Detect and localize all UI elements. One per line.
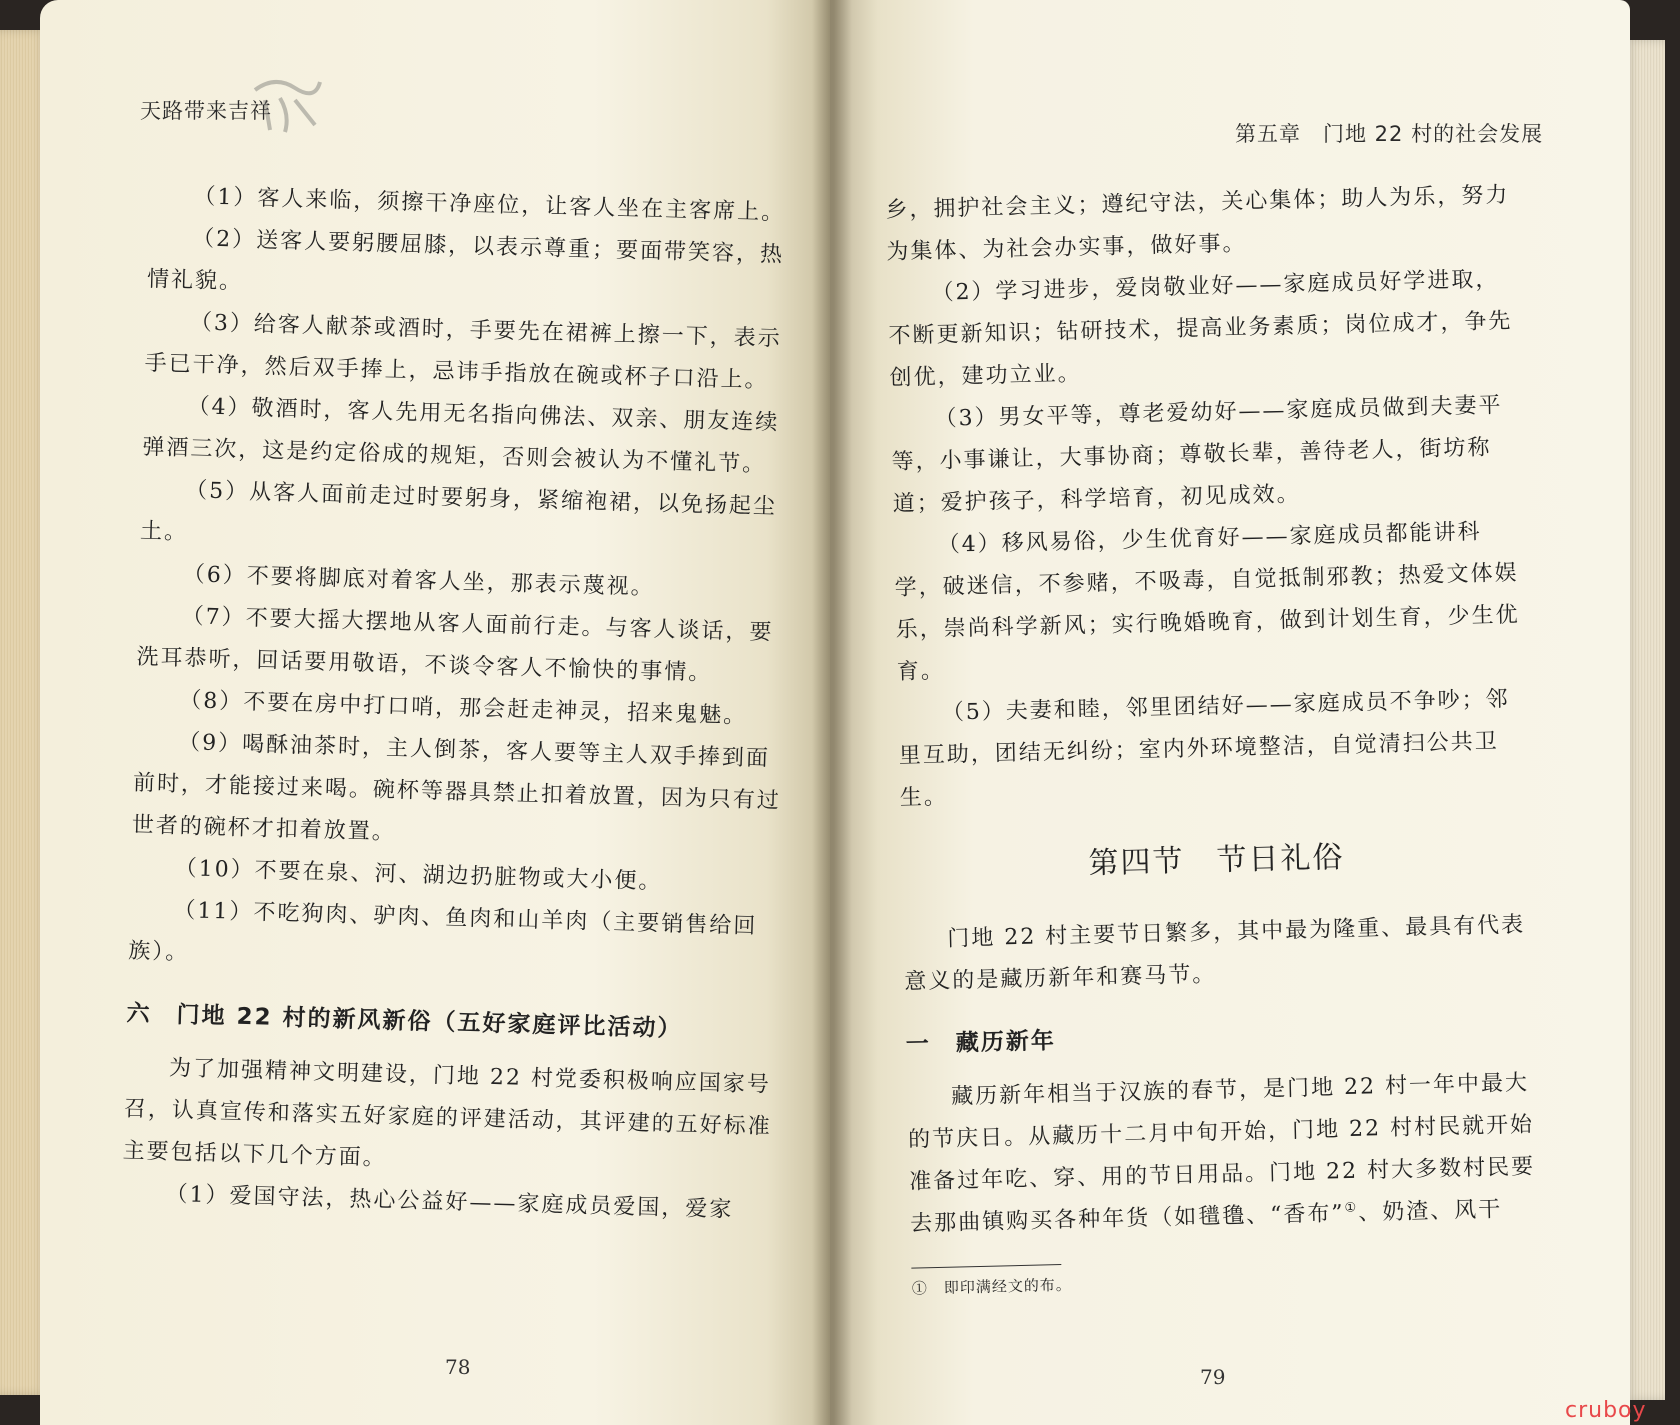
custom-item-9: （9）喝酥油茶时，主人倒茶，客人要等主人双手捧到面前时，才能接过来喝。碗杯等器具禁止扣着放置，因为只有过世者的碗杯才扣着放置。 — [131, 730, 782, 846]
custom-item-2: （2）送客人要躬腰屈膝，以表示尊重；要面带笑容，热情礼貌。 — [146, 226, 785, 295]
five-good-item-4: （4）移风易俗，少生优育好——家庭成员都能讲科学，破迷信，不参赌，不吸毒，自觉抵制邪教；热爱文体娱乐，崇尚科学新风；实行晚婚晚育，做到计划生育，少生优育。 — [894, 519, 1520, 685]
subsection-heading-newyear: 一 藏历新年 — [905, 1028, 1057, 1058]
running-head-right: 第五章 门地 22 村的社会发展 — [1235, 122, 1544, 146]
page-number-left: 78 — [445, 1355, 471, 1379]
continued-paragraph: 乡，拥护社会主义；遵纪守法，关心集体；助人为乐，努力为集体、为社会办实事，做好事。 — [885, 182, 1510, 265]
custom-item-8: （8）不要在房中打口哨，那会赶走神灵，招来鬼魅。 — [178, 688, 748, 729]
custom-item-10: （10）不要在泉、河、湖边扔脏物或大小便。 — [174, 855, 663, 895]
custom-item-4: （4）敬酒时，客人先用无名指向佛法、双亲、朋友连续弹酒三次，这是约定俗成的规矩，否则会被认为不懂礼节。 — [142, 394, 780, 478]
page-number-right: 79 — [1200, 1365, 1226, 1389]
newyear-text-b: 、奶渣、风干 — [1357, 1197, 1503, 1226]
newyear-paragraph — [907, 1062, 1541, 1245]
five-good-item-3: （3）男女平等，尊老爱幼好——家庭成员做到夫妻平等，小事谦让，大事协商；尊敬长辈，善待老人，街坊称道；爱护孩子，科学培育，初见成效。 — [891, 392, 1503, 517]
newyear-text-a: 藏历新年相当于汉族的春节，是门地 22 村一年中最大的节庆日。从藏历十二月中旬开始，门地 22 村村民就开始准备过年吃、穿、用的节日用品。门地 22 村大多数村民要去那曲镇购买各种年货（如氆氇、“香布” — [907, 1070, 1536, 1237]
footnote-rule — [911, 1264, 1061, 1269]
footnote: ① 即印满经文的布。 — [911, 1275, 1073, 1298]
five-good-item-2: （2）学习进步，爱岗敬业好——家庭成员好学进取，不断更新知识；钻研技术，提高业务素质；岗位成才，争先创优，建功立业。 — [888, 267, 1513, 391]
right-page-edges — [1625, 40, 1665, 1400]
five-good-item-5: （5）夫妻和睦，邻里团结好——家庭成员不争吵；邻里互助，团结无纠纷；室内外环境整洁，自觉清扫公共卫生。 — [898, 686, 1510, 811]
left-page-text — [121, 175, 800, 1233]
custom-item-7: （7）不要大摇大摆地从客人面前行走。与客人谈话，要洗耳恭听，回话要用敬语，不谈令客人不愉快的事情。 — [136, 604, 774, 686]
section-paragraph: 为了加强精神文明建设，门地 22 村党委积极响应国家号召，认真宣传和落实五好家庭的评建活动，其评建的五好标准主要包括以下几个方面。 — [122, 1055, 773, 1171]
custom-item-3: （3）给客人献茶或酒时，手要先在裙裤上擦一下，表示手已干净，然后双手捧上，忌讳手指放在碗或杯子口沿上。 — [144, 310, 783, 394]
watermark: cruboy — [1565, 1398, 1647, 1423]
right-page-text — [885, 175, 1542, 1301]
footnote-mark: ① — [1344, 1200, 1359, 1216]
festival-intro-paragraph: 门地 22 村主要节日繁多，其中最为隆重、最具有代表意义的是藏历新年和赛马节。 — [904, 912, 1526, 995]
running-head-left: 天路带来吉祥 — [140, 99, 272, 123]
custom-item-5: （5）从客人面前走过时要躬身，紧缩袍裙，以免扬起尘土。 — [139, 478, 778, 546]
book-gutter — [812, 0, 852, 1425]
five-good-item-1: （1）爱国守法，热心公益好——家庭成员爱国，爱家 — [165, 1181, 734, 1223]
calligraphy-logo-icon — [245, 70, 325, 140]
custom-item-11: （11）不吃狗肉、驴肉、鱼肉和山羊肉（主要销售给回族）。 — [127, 897, 758, 966]
custom-item-1: （1）客人来临，须擦干净座位，让客人坐在主客席上。 — [193, 184, 786, 226]
custom-item-6: （6）不要将脚底对着客人坐，那表示蔑视。 — [182, 562, 656, 601]
chapter-section-heading: 第四节 节日礼俗 — [1088, 839, 1345, 882]
section-heading-6: 六 门地 22 村的新风新俗（五好家庭评比活动） — [126, 1000, 683, 1043]
